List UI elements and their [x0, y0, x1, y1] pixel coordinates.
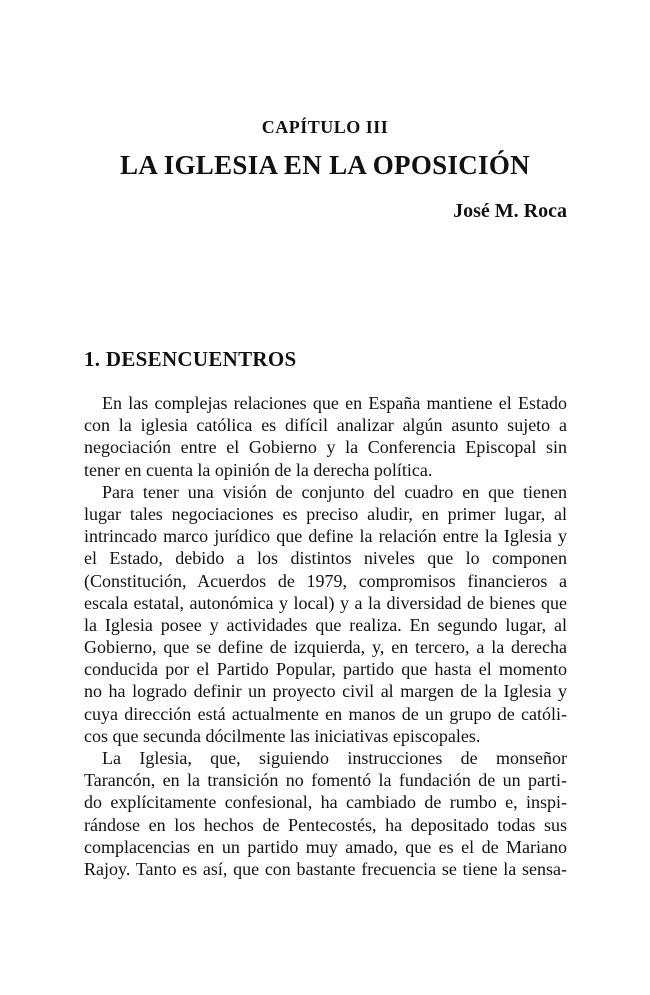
text-line: Tarancón, en la transición no fomentó la fundación de un parti- — [84, 770, 567, 791]
text-line: complacencias en un partido muy amado, que es el de Mariano — [84, 836, 567, 857]
chapter-title: LA IGLESIA EN LA OPOSICIÓN — [120, 150, 530, 180]
text-line: con la iglesia católica es difícil analizar algún asunto sujeto a — [84, 415, 567, 436]
text-line: cuya dirección está actualmente en manos de un grupo de católi- — [84, 703, 567, 724]
text-line: Gobierno, que se define de izquierda, y, en tercero, a la derecha — [84, 637, 567, 658]
text-line: do explícitamente confesional, ha cambiado de rumbo e, inspi- — [84, 792, 567, 813]
text-line: cos que secunda dócilmente las iniciativas episcopales. — [84, 725, 481, 746]
chapter-label: CAPÍTULO III — [261, 117, 389, 137]
text-line: intrincado marco jurídico que define la relación entre la Iglesia y — [84, 526, 567, 547]
text-line: escala estatal, autonómica y local) y a la diversidad de bienes que — [84, 592, 567, 613]
text-line: no ha logrado definir un proyecto civil al margen de la Iglesia y — [84, 681, 567, 702]
text-line: Rajoy. Tanto es así, que con bastante frecuencia se tiene la sensa- — [84, 858, 567, 879]
text-line: (Constitución, Acuerdos de 1979, compromisos financieros a — [84, 570, 567, 591]
text-line: negociación entre el Gobierno y la Conferencia Episcopal sin — [84, 437, 567, 458]
text-line: Para tener una visión de conjunto del cuadro en que tienen — [102, 481, 567, 502]
text-line: lugar tales negociaciones es preciso aludir, en primer lugar, al — [84, 503, 567, 524]
text-line: tener en cuenta la opinión de la derecha política. — [84, 459, 433, 480]
text-line: En las complejas relaciones que en España mantiene el Estado — [102, 393, 567, 413]
section-heading: 1. DESENCUENTROS — [84, 347, 297, 371]
body-text — [84, 392, 567, 880]
text-line: rándose en los hechos de Pentecostés, ha depositado todas sus — [84, 814, 567, 835]
text-line: conducida por el Partido Popular, partido que hasta el momento — [84, 659, 567, 680]
text-line: la Iglesia posee y actividades que realiza. En segundo lugar, al — [84, 614, 567, 635]
author-name: José M. Roca — [453, 200, 567, 222]
text-line: el Estado, debido a los distintos niveles que lo componen — [84, 548, 567, 569]
text-line: La Iglesia, que, siguiendo instrucciones de monseñor — [102, 748, 567, 768]
